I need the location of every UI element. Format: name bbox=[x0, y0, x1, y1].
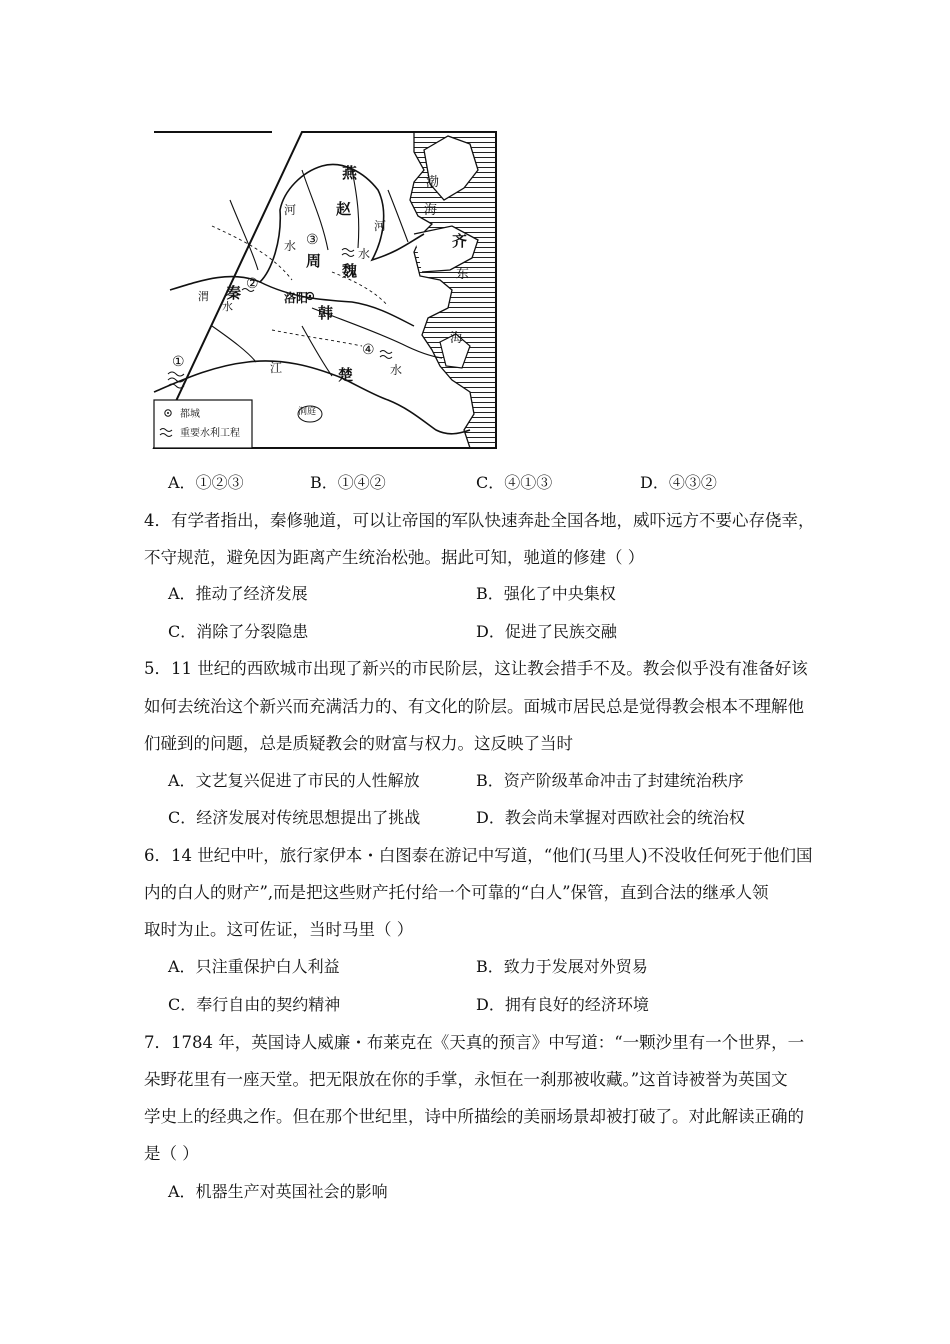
label-hai1: 海 bbox=[424, 203, 438, 218]
q6-stem-line: 6．14 世纪中叶，旅行家伊本・白图泰在游记中写道，“他们(马里人)不没收任何死于他们国 bbox=[144, 846, 813, 865]
label-shui3: 水 bbox=[390, 363, 403, 377]
q5-stem-line: 们碰到的问题，总是质疑教会的财富与权力。这反映了当时 bbox=[144, 734, 573, 753]
q4-option-b[interactable]: B．强化了中央集权 bbox=[476, 584, 616, 603]
label-chu: 楚 bbox=[338, 366, 354, 384]
label-luoyang: 洛阳 bbox=[284, 291, 309, 305]
marker-3: ③ bbox=[306, 232, 319, 248]
label-he2: 河 bbox=[374, 219, 387, 233]
q3-option-c[interactable]: C．④①③ bbox=[476, 473, 553, 492]
label-wei-river: 渭 bbox=[198, 290, 209, 303]
q6-option-c[interactable]: C．奉行自由的契约精神 bbox=[168, 995, 341, 1014]
q3-option-d[interactable]: D．④③② bbox=[640, 473, 717, 492]
label-qi: 齐 bbox=[452, 232, 468, 250]
q3-option-a[interactable]: A．①②③ bbox=[168, 473, 244, 492]
label-hai2: 海 bbox=[450, 331, 464, 346]
q3-option-b[interactable]: B．①④② bbox=[310, 473, 386, 492]
q6-option-d[interactable]: D．拥有良好的经济环境 bbox=[476, 995, 649, 1014]
label-zhao: 赵 bbox=[336, 200, 352, 218]
marker-4: ④ bbox=[362, 342, 375, 358]
q7-option-a[interactable]: A．机器生产对英国社会的影响 bbox=[168, 1182, 388, 1201]
q6-stem-line: 取时为止。这可佐证，当时马里（ ） bbox=[144, 920, 414, 939]
q7-stem-line: 7．1784 年，英国诗人威廉・布莱克在《天真的预言》中写道：“一颗沙里有一个世界，一 bbox=[144, 1033, 805, 1052]
q4-stem-line: 4．有学者指出，秦修驰道，可以让帝国的军队快速奔赴全国各地，威吓远方不要心存侥幸， bbox=[144, 511, 815, 530]
q4-option-d[interactable]: D．促进了民族交融 bbox=[476, 622, 617, 641]
q5-option-a[interactable]: A．文艺复兴促进了市民的人性解放 bbox=[168, 771, 420, 790]
label-shui2: 水 bbox=[358, 247, 371, 261]
q5-option-d[interactable]: D．教会尚未掌握对西欧社会的统治权 bbox=[476, 808, 745, 827]
q6-option-a[interactable]: A．只注重保护白人利益 bbox=[168, 957, 340, 976]
q4-option-c[interactable]: C．消除了分裂隐患 bbox=[168, 622, 309, 641]
label-han: 韩 bbox=[318, 304, 334, 322]
q6-option-b[interactable]: B．致力于发展对外贸易 bbox=[476, 957, 648, 976]
q5-option-b[interactable]: B．资产阶级革命冲击了封建统治秩序 bbox=[476, 771, 744, 790]
label-shui1: 水 bbox=[284, 239, 297, 253]
label-wei: 魏 bbox=[342, 262, 358, 280]
label-jiang: 江 bbox=[270, 361, 283, 375]
q6-stem-line: 内的白人的财产”,而是把这些财产托付给一个可靠的“白人”保管，直到合法的继承人领 bbox=[144, 883, 769, 902]
legend-water-project: 重要水利工程 bbox=[180, 428, 240, 439]
label-bo: 渤 bbox=[426, 175, 440, 190]
label-yan: 燕 bbox=[342, 164, 358, 182]
label-shui4: 水 bbox=[222, 300, 233, 313]
marker-2: ② bbox=[246, 276, 259, 292]
map-legend bbox=[154, 400, 252, 448]
q7-stem-line: 朵野花里有一座天堂。把无限放在你的手掌，永恒在一刹那被收藏。”这首诗被誉为英国文 bbox=[144, 1070, 788, 1089]
label-zhou: 周 bbox=[306, 252, 322, 270]
legend-capital: 都城 bbox=[180, 409, 200, 420]
label-qin: 秦 bbox=[226, 284, 242, 302]
label-dongting: 洞庭 bbox=[298, 407, 317, 417]
q5-stem-line: 5．11 世纪的西欧城市出现了新兴的市民阶层，这让教会措手不及。教会似乎没有准备好该 bbox=[144, 659, 808, 678]
marker-1: ① bbox=[172, 354, 185, 370]
q7-stem-line: 学史上的经典之作。但在那个世纪里，诗中所描绘的美丽场景却被打破了。对此解读正确的 bbox=[144, 1107, 804, 1126]
q7-stem-line: 是（ ） bbox=[144, 1144, 199, 1163]
q5-option-c[interactable]: C．经济发展对传统思想提出了挑战 bbox=[168, 808, 421, 827]
q5-stem-line: 如何去统治这个新兴而充满活力的、有文化的阶层。面城市居民总是觉得教会根本不理解他 bbox=[144, 697, 804, 716]
q4-stem-line: 不守规范，避免因为距离产生统治松弛。据此可知，驰道的修建（ ） bbox=[144, 548, 645, 567]
warring-states-map bbox=[152, 130, 498, 450]
q4-option-a[interactable]: A．推动了经济发展 bbox=[168, 584, 308, 603]
label-dong: 东 bbox=[456, 267, 470, 282]
label-he1: 河 bbox=[284, 203, 297, 217]
